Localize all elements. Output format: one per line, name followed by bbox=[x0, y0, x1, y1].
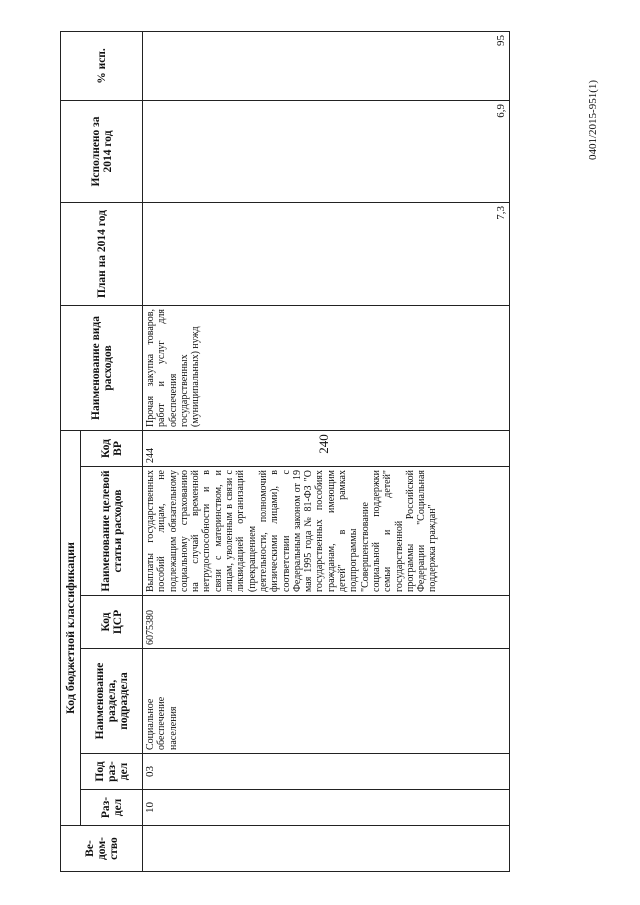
cell-kod-vr: 244 bbox=[143, 430, 510, 466]
header-podrazdel: Под раз-дел bbox=[81, 754, 143, 790]
cell-podrazdel: 03 bbox=[143, 754, 510, 790]
document-code: 0401/2015-951(1) bbox=[587, 79, 599, 160]
header-ispolneno: Исполнено за 2014 год bbox=[61, 100, 143, 202]
header-procent: % исп. bbox=[61, 31, 143, 100]
table-row bbox=[143, 31, 510, 871]
budget-table bbox=[60, 31, 510, 872]
header-vedomstvo: Ве-дом-ство bbox=[61, 826, 143, 872]
header-plan: План на 2014 год bbox=[61, 202, 143, 305]
cell-plan: 7,3 bbox=[143, 202, 510, 305]
cell-naim-celevoy: Выплаты государственных пособий лицам, не подлежащим обязательному социальному страхованию на случай временной нетрудоспособности и в связи с материнством, и лицам, уволенным в связи с ликвидацией организаций (прекращением деятельности, полномочий физическими лицами), в соответствии с Федеральным законом от 19 мая 1995 года № 81-ФЗ "О государственных пособиях гражданам, имеющим детей" в рамках подпрограммы "Совершенствование социальной поддержки семьи и детей" государственной программы Российской Федерации "Социальная поддержка граждан" bbox=[143, 467, 510, 596]
page-number: 240 bbox=[316, 434, 331, 454]
cell-naim-razdela: Социальное обеспечение населения bbox=[143, 649, 510, 754]
header-naim-razdela: Наименование раздела, подраздела bbox=[81, 649, 143, 754]
cell-kod-csr: 6075380 bbox=[143, 596, 510, 649]
header-budget-classification: Код бюджетной классификации bbox=[61, 430, 81, 825]
cell-procent: 95 bbox=[143, 31, 510, 100]
cell-naim-vida: Прочая закупка товаров, работ и услуг для обеспечения государственных (муниципальных) нужд bbox=[143, 305, 510, 430]
header-kod-csr: Код ЦСР bbox=[81, 596, 143, 649]
cell-ispolneno: 6,9 bbox=[143, 100, 510, 202]
cell-razdel: 10 bbox=[143, 790, 510, 826]
cell-vedomstvo bbox=[143, 826, 510, 872]
header-razdel: Раз-дел bbox=[81, 790, 143, 826]
header-naim-vida: Наименование вида расходов bbox=[61, 305, 143, 430]
header-kod-vr: Код ВР bbox=[81, 430, 143, 466]
header-naim-celevoy: Наименование целевой статьи расходов bbox=[81, 467, 143, 596]
rotated-table-container bbox=[60, 32, 510, 872]
